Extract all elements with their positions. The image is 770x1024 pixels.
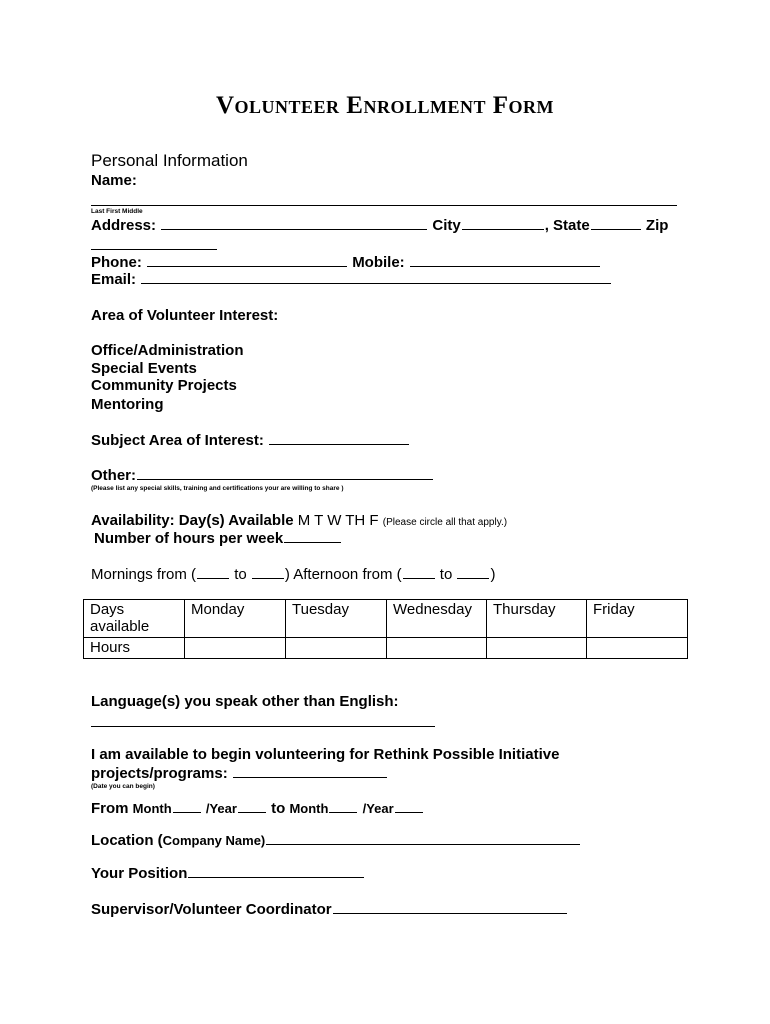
city-field[interactable] [462, 228, 544, 230]
hours-cell[interactable] [587, 638, 688, 659]
phone-field[interactable] [147, 265, 347, 267]
phone-row [91, 254, 601, 271]
afternoon-from-field[interactable] [403, 577, 435, 579]
availability-table [83, 599, 688, 659]
day-header: Wednesday [387, 600, 487, 638]
supervisor-label: Supervisor/Volunteer Coordinator [91, 901, 332, 918]
hours-label: Number of hours per week [94, 530, 284, 547]
state-label: , State [544, 217, 590, 234]
position-row [91, 865, 365, 882]
city-label: City [432, 217, 461, 234]
begin-hint: (Date you can begin) [91, 783, 155, 790]
position-field[interactable] [188, 876, 364, 878]
name-label: Name: [91, 172, 137, 189]
hours-row [94, 530, 342, 547]
mornings-to-label: to [234, 566, 247, 583]
address-label: Address: [91, 217, 157, 234]
hours-field[interactable] [284, 541, 341, 543]
name-hint: Last First Middle [91, 208, 143, 215]
day-header: Tuesday [286, 600, 387, 638]
address-field[interactable] [161, 228, 427, 230]
mornings-from-label: Mornings from ( [91, 566, 197, 583]
interest-heading: Area of Volunteer Interest: [91, 307, 279, 324]
zip-label: Zip [645, 217, 669, 234]
email-field[interactable] [141, 282, 611, 284]
to-year-field[interactable] [395, 811, 423, 813]
table-row [84, 600, 688, 638]
availability-row [91, 512, 507, 529]
mornings-to-field[interactable] [252, 577, 284, 579]
interest-option[interactable]: Special Events [91, 360, 197, 377]
day-header: Friday [587, 600, 688, 638]
mobile-field[interactable] [410, 265, 600, 267]
address-row [91, 217, 668, 234]
other-row [91, 467, 434, 484]
mobile-label: Mobile: [352, 254, 405, 271]
from-year-field[interactable] [238, 811, 266, 813]
supervisor-row [91, 901, 568, 918]
from-label: From [91, 800, 129, 817]
from-month-label: Month [132, 801, 172, 816]
location-label: Location ( [91, 832, 163, 849]
other-label: Other: [91, 467, 136, 484]
supervisor-field[interactable] [333, 912, 567, 914]
from-month-field[interactable] [173, 811, 201, 813]
from-to-row [91, 800, 424, 817]
days-available-label: Days available [90, 601, 150, 635]
mornings-from-field[interactable] [197, 577, 229, 579]
subject-row [91, 432, 410, 449]
personal-info-heading: Personal Information [91, 151, 248, 170]
day-header: Thursday [487, 600, 587, 638]
interest-option[interactable]: Mentoring [91, 396, 164, 413]
hours-cell[interactable] [185, 638, 286, 659]
phone-label: Phone: [91, 254, 142, 271]
subject-label: Subject Area of Interest: [91, 432, 264, 449]
location-field[interactable] [266, 843, 580, 845]
day-header: Monday [185, 600, 286, 638]
availability-label: Availability: Day(s) Available [91, 512, 294, 529]
hours-cell[interactable] [387, 638, 487, 659]
table-row [84, 638, 688, 659]
position-label: Your Position [91, 865, 188, 882]
email-label: Email: [91, 271, 137, 288]
availability-days[interactable]: M T W TH F [297, 512, 379, 529]
to-month-field[interactable] [329, 811, 357, 813]
name-field[interactable] [91, 205, 677, 206]
subject-field[interactable] [269, 443, 409, 445]
begin-line2: projects/programs: [91, 765, 228, 782]
zip-field[interactable] [91, 249, 217, 250]
other-field[interactable] [137, 478, 433, 480]
time-range-row [91, 566, 495, 583]
afternoon-to-label: to [439, 566, 453, 583]
hours-cell[interactable] [286, 638, 387, 659]
hours-row-label: Hours [84, 638, 185, 659]
interest-option[interactable]: Office/Administration [91, 342, 244, 359]
location-row [91, 832, 581, 849]
afternoon-from-label: ) Afternoon from ( [284, 566, 402, 583]
begin-line1: I am available to begin volunteering for Rethink Possible Initiative [91, 746, 560, 763]
interest-option[interactable]: Community Projects [91, 377, 237, 394]
begin-date-field[interactable] [233, 776, 387, 778]
close-paren: ) [490, 566, 496, 583]
language-field[interactable] [91, 726, 435, 727]
state-field[interactable] [591, 228, 641, 230]
availability-hint: (Please circle all that apply.) [382, 517, 508, 528]
email-row [91, 271, 612, 288]
to-label: to [271, 800, 286, 817]
from-year-label: /Year [205, 801, 237, 816]
hours-cell[interactable] [487, 638, 587, 659]
form-title: Volunteer Enrollment Form [215, 92, 555, 119]
begin-row [91, 765, 388, 782]
afternoon-to-field[interactable] [457, 577, 489, 579]
to-year-label: /Year [362, 801, 394, 816]
location-company-label: Company Name) [162, 833, 266, 848]
other-hint: (Please list any special skills, training and certifications your are willing to share ) [91, 485, 344, 492]
table-row-header [84, 600, 185, 638]
to-month-label: Month [289, 801, 329, 816]
language-label: Language(s) you speak other than English: [91, 693, 399, 710]
